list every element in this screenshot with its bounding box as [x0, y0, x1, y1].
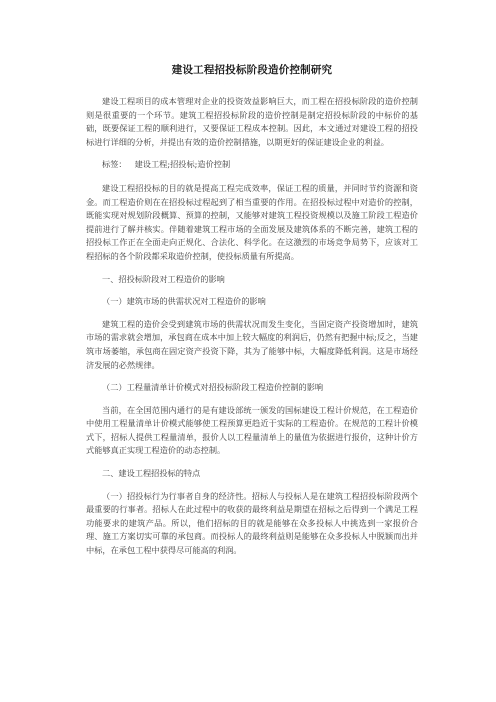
- section-2-paragraph: （一）招投标行为行事者自身的经济性。招标人与投标人是在建筑工程招投标阶段两个最重要的行事者。招标人在此过程中的收获的最终利益是期望在招标之后得到一个满足工程功能要求的建筑产品。所以，他们招标的目的就是能够在众多投标人中挑选到一家报价合理、施工方案切实可靠的承包商。而投标人的最终利益则是能够在众多投标人中脱颖而出并中标，在承包工程中获得尽可能高的利润。: [86, 490, 418, 556]
- section-1-2-paragraph: 当前，在全国范围内通行的是有建设部统一颁发的国标建设工程计价规范，在工程造价中使用工程量清单计价模式能够使工程预算更趋近于实际的工程造价。在规范的工程计价模式下，招标人提供工程量清单，报价人以工程量清单上的量值为依据进行报价，这种计价方式能够真正实现工程造价的动态控制。: [86, 404, 418, 456]
- document-title: 建设工程招投标阶段造价控制研究: [171, 64, 333, 76]
- section-1-heading: 一、招投标阶段对工程造价的影响: [102, 273, 225, 284]
- section-2-heading: 二、建设工程招投标的特点: [102, 468, 201, 479]
- section-1-2-heading: （二）工程量清单计价模式对招投标阶段工程造价控制的影响: [102, 382, 324, 393]
- document-page: [86, 62, 418, 567]
- keywords-label: 标签：: [102, 159, 127, 170]
- keywords-text: 建设工程;招投标;造价控制: [134, 159, 231, 170]
- section-1-1-heading: （一）建筑市场的供需状况对工程造价的影响: [102, 296, 266, 307]
- abstract-paragraph: 建设工程项目的成本管理对企业的投资效益影响巨大，而工程在招投标阶段的造价控制则是很重要的一个环节。建筑工程招投标阶段的造价控制是制定招投标阶段的中标价的基础，既要保证工程的顺利进行，又要保证工程成本控制。因此，本文通过对建设工程的招投标进行详细的分析，并提出有效的造价控制措施，以期更好的保证建设企业的利益。: [86, 96, 418, 147]
- intro-paragraph: 建设工程招投标的目的就是提高工程完成效率，保证工程的质量，并同时节约资源和资金。而工程造价则在在招投标过程起到了相当重要的作用。在招投标过程中对造价的控制，既能实现对规划阶段概算、预算的控制，又能够对建筑工程投资规模以及施工阶段工程造价提前进行了解并核实。伴随着建筑工程市场的全面发展及建筑体系的不断完善，建筑工程的招投标工作正在全面走向正规化、合法化、科学化。在这激烈的市场竞争局势下，应该对工程招标的各个阶段都采取造价控制，使投标质量有所提高。: [86, 182, 418, 261]
- section-1-1-paragraph: 建筑工程的造价会受到建筑市场的供需状况而发生变化，当固定资产投资增加时，建筑市场的需求就会增加，承包商在成本中加上较大幅度的利润后，仍然有把握中标;反之，当建筑市场萎缩，承包商在固定资产投资下降，其为了能够中标，大幅度降低利润。这是市场经济发展的必然规律。: [86, 318, 418, 370]
- keywords-line: [86, 158, 418, 172]
